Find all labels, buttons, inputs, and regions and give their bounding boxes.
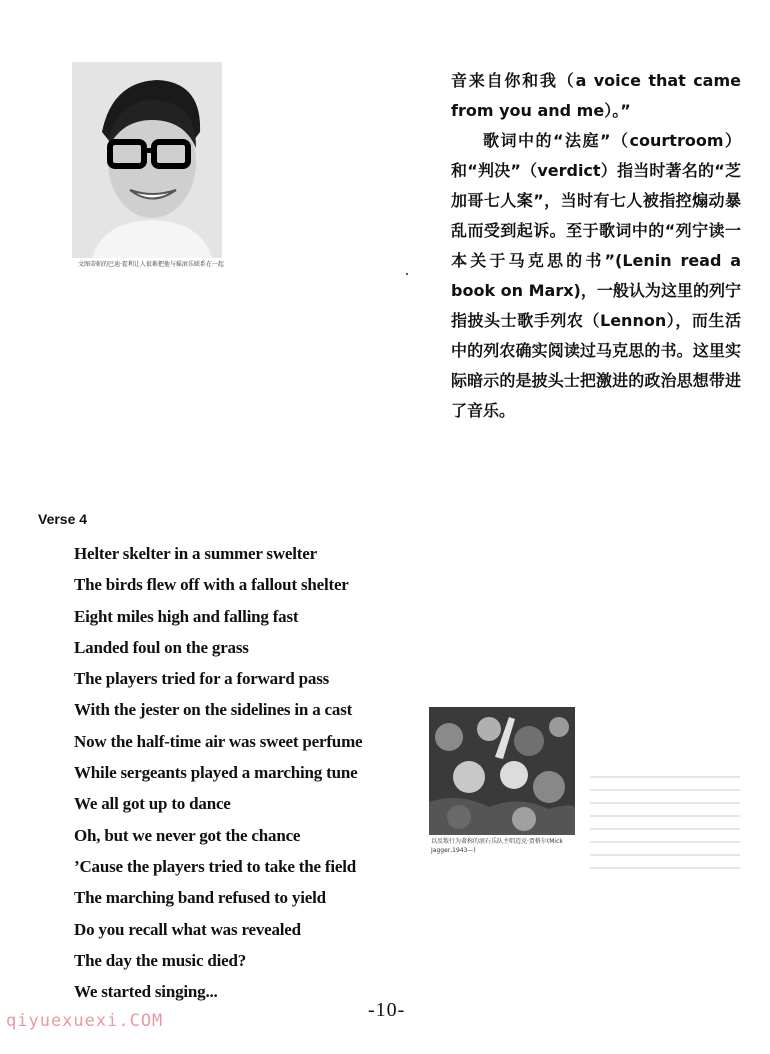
right-column-text bbox=[451, 66, 741, 426]
lyric-line: Oh, but we never got the chance bbox=[74, 825, 301, 845]
lyric-line: With the jester on the sidelines in a cast bbox=[74, 700, 353, 720]
page-number: -10- bbox=[368, 999, 406, 1021]
right-paragraph-2: 歌词中的“法庭”（courtroom）和“判决”（verdict）指当时著名的“芝加哥七人案”，当时有七人被指控煽动暴乱而受到起诉。至于歌词中的“列宁读一本关于马克思的书”(Lenin read a book on Marx)，一般认为这里的列宁指披头士歌手列农（Lennon），而生活中的列农确实阅读过马克思的书。这里实际暗示的是披头士把激进的政治思想带进了音乐。 bbox=[451, 131, 741, 420]
photo1-caption: 文图蒂帕的巴迪·霍利让人很难把他与摇滚乐联系在一起 bbox=[78, 261, 224, 268]
lyric-line: Do you recall what was revealed bbox=[74, 919, 301, 939]
lyrics-block bbox=[74, 538, 434, 1007]
lyric-line: The players tried for a forward pass bbox=[74, 669, 330, 689]
lyric-line: The marching band refused to yield bbox=[74, 888, 326, 908]
lyric-line: We all got up to dance bbox=[74, 794, 231, 814]
concert-photo-icon bbox=[429, 707, 575, 835]
photo2-caption: 以反叛行为著称的滚石乐队主唱迈克·贾格尔(Mick Jagger,1943—) bbox=[431, 838, 563, 854]
lyric-line: Landed foul on the grass bbox=[74, 637, 249, 657]
mick-jagger-photo bbox=[429, 707, 575, 835]
lyric-line: Eight miles high and falling fast bbox=[74, 606, 299, 626]
bleed-through-text bbox=[590, 765, 740, 925]
buddy-holly-photo bbox=[72, 62, 222, 258]
lyric-line: ’Cause the players tried to take the field bbox=[74, 856, 356, 876]
speck bbox=[406, 273, 408, 275]
lyric-line: The birds flew off with a fallout shelter bbox=[74, 575, 349, 595]
lyric-line: The day the music died? bbox=[74, 950, 247, 970]
portrait-photo-icon bbox=[72, 62, 222, 258]
lyric-line: Helter skelter in a summer swelter bbox=[74, 544, 317, 563]
lyric-line: We started singing... bbox=[74, 982, 218, 1002]
lyric-line: Now the half-time air was sweet perfume bbox=[74, 731, 363, 751]
site-watermark: qiyuexuexi.COM bbox=[6, 1011, 164, 1031]
verse-title: Verse 4 bbox=[38, 511, 88, 527]
right-paragraph-1: 音来自你和我（a voice that came from you and me）。” bbox=[451, 71, 741, 120]
lyric-line: While sergeants played a marching tune bbox=[74, 763, 358, 783]
